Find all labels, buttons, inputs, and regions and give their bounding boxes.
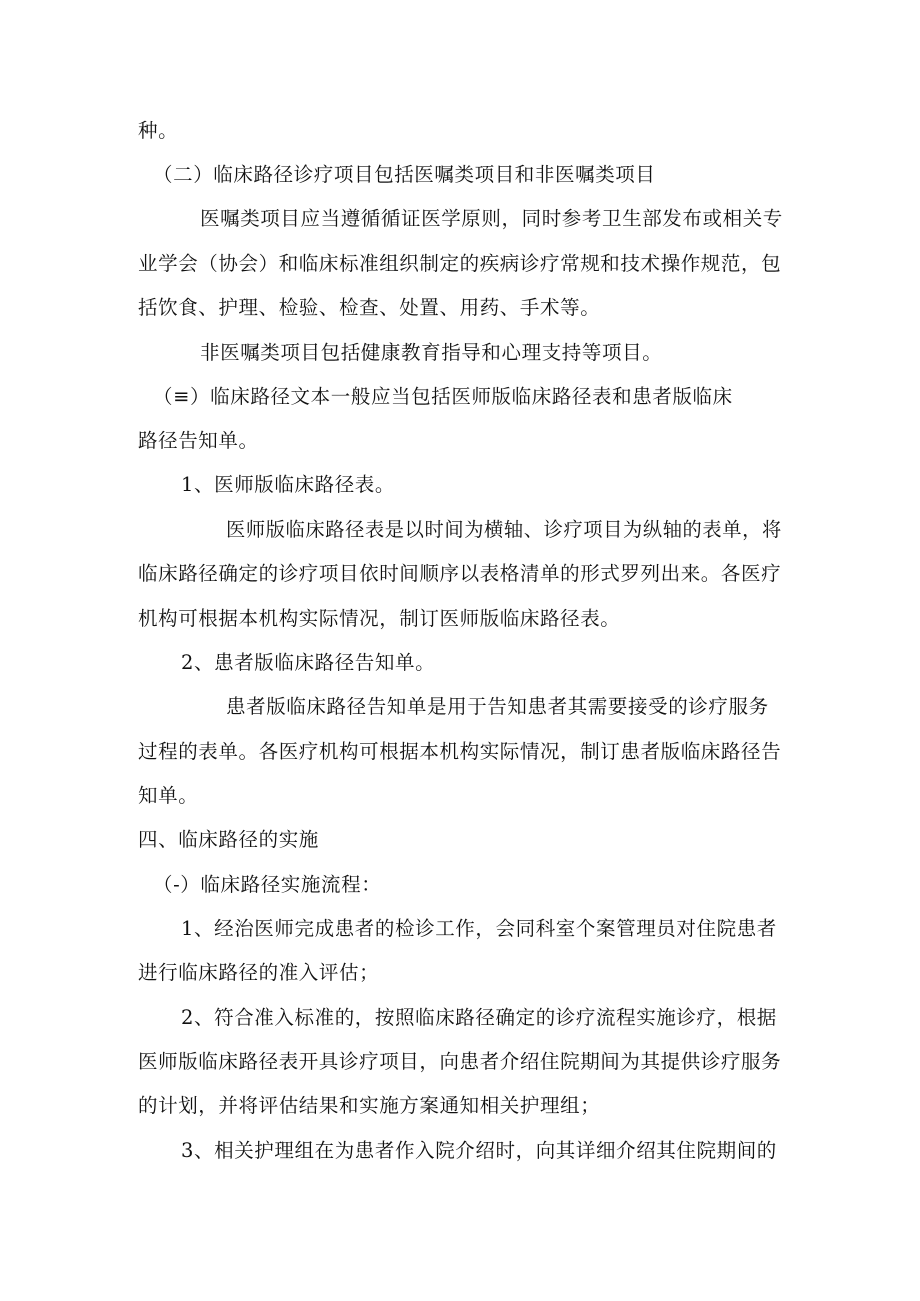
paragraph-line-15: 过程的表单。各医疗机构可根据本机构实际情况，制订患者版临床路径告 xyxy=(138,740,782,763)
chapter-heading-4: 四、临床路径的实施 xyxy=(138,828,319,851)
paragraph-line-10: 医师版临床路径表是以时间为横轴、诊疗项目为纵轴的表单，将 xyxy=(226,518,782,541)
paragraph-line-22: 医师版临床路径表开具诊疗项目，向患者介绍住院期间为其提供诊疗服务 xyxy=(138,1050,782,1073)
paragraph-line-23: 的计划，并将评估结果和实施方案通知相关护理组； xyxy=(138,1094,601,1117)
list-item-3: 3、相关护理组在为患者作入院介绍时，向其详细介绍其住院期间的 xyxy=(181,1139,777,1162)
paragraph-line-16: 知单。 xyxy=(138,784,199,807)
subsection-heading-1: 1、医师版临床路径表。 xyxy=(181,473,396,496)
paragraph-line-20: 进行临床路径的准入评估； xyxy=(138,961,380,984)
paragraph-line-6: 非医嘱类项目包括健康教育指导和心理支持等项目。 xyxy=(200,341,663,364)
list-item-1: 1、经治医师完成患者的检诊工作，会同科室个案管理员对住院患者 xyxy=(181,917,777,940)
section-heading-2: （二）临床路径诊疗项目包括医嘱类项目和非医嘱类项目 xyxy=(153,163,656,186)
paragraph-line-5: 括饮食、护理、检验、检查、处置、用药、手术等。 xyxy=(138,296,601,319)
section-heading-3: （≡）临床路径文本一般应当包括医师版临床路径表和患者版临床 xyxy=(153,385,733,408)
paragraph-line-12: 机构可根据本机构实际情况，制订医师版临床路径表。 xyxy=(138,607,621,630)
paragraph-line-8: 路径告知单。 xyxy=(138,429,259,452)
list-item-2: 2、符合准入标准的，按照临床路径确定的诊疗流程实施诊疗，根据 xyxy=(181,1006,777,1029)
paragraph-line-3: 医嘱类项目应当遵循循证医学原则，同时参考卫生部发布或相关专 xyxy=(200,207,783,230)
paragraph-line-11: 临床路径确定的诊疗项目依时间顺序以表格清单的形式罗列出来。各医疗 xyxy=(138,562,782,585)
text-line-1: 种。 xyxy=(138,119,179,142)
paragraph-line-4: 业学会（协会）和临床标准组织制定的疾病诊疗常规和技术操作规范，包 xyxy=(138,252,782,275)
subsection-heading-2: 2、患者版临床路径告知单。 xyxy=(181,651,436,674)
section-heading-implementation: （-）临床路径实施流程： xyxy=(153,873,382,896)
paragraph-line-14: 患者版临床路径告知单是用于告知患者其需要接受的诊疗服务 xyxy=(226,695,769,718)
